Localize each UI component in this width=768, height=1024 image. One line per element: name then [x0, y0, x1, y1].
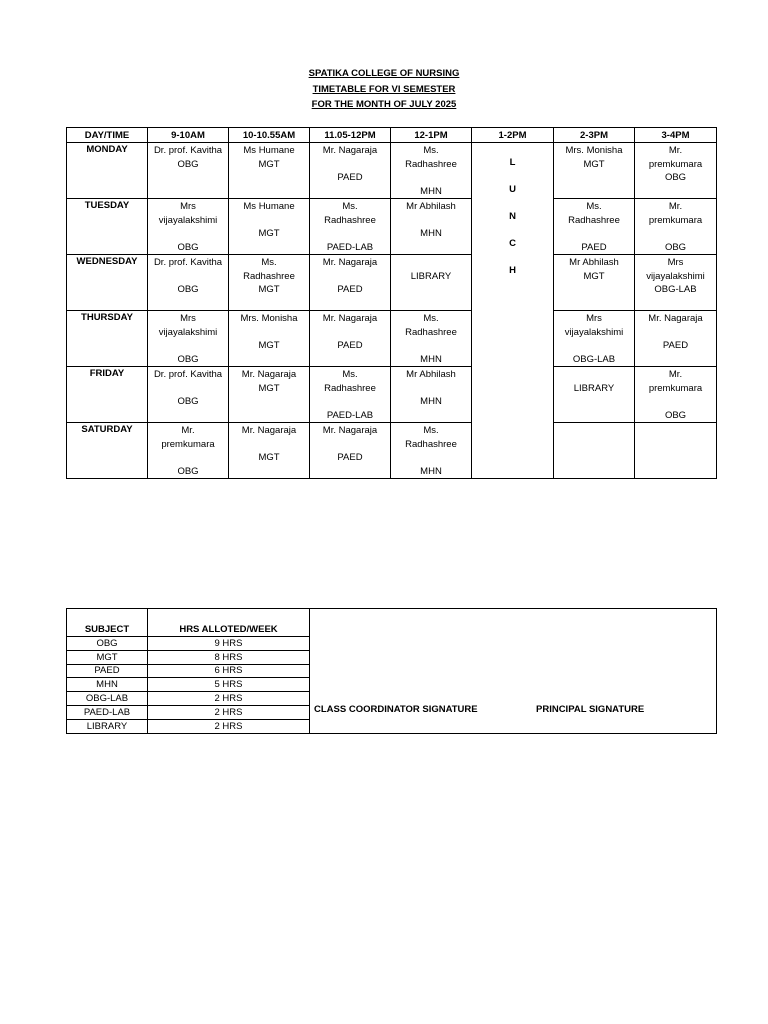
lunch-letter: L — [509, 157, 516, 168]
cell-line: Mr Abhilash — [569, 257, 619, 268]
timetable-cell — [229, 311, 310, 367]
cell-line: MHN — [420, 185, 442, 197]
cell-line: PAED — [337, 452, 363, 463]
cell-line: Radhashree — [324, 382, 376, 394]
cell-line: Ms Humane — [243, 145, 295, 156]
cell-line: Mr. Nagaraja — [322, 313, 378, 324]
cell-line: PAED — [337, 284, 363, 295]
timetable-cell — [310, 311, 391, 367]
timetable-row — [67, 199, 717, 255]
timetable-cell — [635, 143, 717, 199]
cell-line: Ms. — [423, 425, 439, 436]
timetable — [66, 127, 717, 479]
timetable-cell — [635, 199, 717, 255]
cell-line: MGT — [258, 228, 280, 239]
lunch-letter: C — [509, 238, 516, 249]
cell-line: OBG — [177, 396, 199, 407]
cell-line: Mrs. Monisha — [565, 145, 623, 156]
cell-line: Mrs — [180, 201, 196, 212]
cell-line: Mr. Nagaraja — [241, 425, 297, 436]
cell-line: OBG — [177, 465, 199, 477]
cell-line: Radhashree — [568, 214, 620, 226]
timetable-cell — [391, 367, 472, 423]
cell-line: premkumara — [648, 158, 703, 170]
cell-line: Ms Humane — [243, 201, 295, 212]
cell-line: MGT — [583, 158, 605, 170]
cell-line: Mrs — [667, 257, 684, 268]
cell-line: MGT — [258, 158, 280, 170]
cell-line: Mr. Nagaraja — [648, 313, 703, 324]
cell-line: MHN — [420, 228, 442, 239]
timetable-cell — [635, 255, 717, 311]
hours-table — [66, 608, 717, 734]
subject-cell: PAED — [67, 664, 148, 678]
cell-line: Radhashree — [243, 270, 295, 282]
timetable-cell — [229, 255, 310, 311]
cell-line: OBG — [177, 241, 199, 253]
cell-line: Mr. Nagaraja — [241, 369, 297, 380]
cell-line: Mrs. Monisha — [240, 313, 298, 324]
cell-line: premkumara — [648, 214, 703, 226]
timetable-cell — [554, 143, 635, 199]
timetable-cell — [148, 199, 229, 255]
cell-line: Ms. — [423, 313, 439, 324]
column-header: 11.05-12PM — [310, 128, 391, 143]
hours-cell: 8 HRS — [148, 650, 310, 664]
day-label: MONDAY — [67, 143, 148, 199]
timetable-cell — [229, 143, 310, 199]
timetable-cell — [229, 423, 310, 479]
college-name: SPATIKA COLLEGE OF NURSING — [308, 68, 460, 79]
cell-line: Ms. — [423, 145, 439, 156]
timetable-row — [67, 311, 717, 367]
timetable-cell — [148, 255, 229, 311]
cell-line: PAED-LAB — [326, 241, 374, 253]
cell-line: Mr. Nagaraja — [322, 257, 378, 268]
cell-line: Radhashree — [405, 326, 457, 338]
blank-cell — [148, 609, 310, 624]
subject-cell: OBG-LAB — [67, 692, 148, 706]
cell-line: OBG — [664, 409, 687, 421]
cell-line: vijayalakshimi — [158, 326, 218, 338]
cell-line: Mr. — [668, 369, 683, 380]
timetable-cell — [635, 367, 717, 423]
timetable-cell — [391, 255, 472, 311]
principal-signature: PRINCIPAL SIGNATURE — [536, 704, 645, 715]
cell-line: Radhashree — [324, 214, 376, 226]
cell-line: OBG — [664, 241, 687, 253]
timetable-cell — [391, 423, 472, 479]
cell-line: Mr. — [668, 145, 683, 156]
cell-line: Dr. prof. Kavitha — [153, 145, 223, 156]
cell-line: Mr. — [181, 425, 195, 436]
timetable-row — [67, 255, 717, 311]
timetable-cell — [148, 311, 229, 367]
timetable-cell — [554, 311, 635, 367]
timetable-cell — [229, 367, 310, 423]
cell-line: OBG-LAB — [654, 284, 697, 295]
day-label: WEDNESDAY — [67, 255, 148, 311]
cell-line: OBG — [177, 158, 199, 170]
cell-line: MGT — [583, 270, 605, 282]
timetable-cell — [554, 199, 635, 255]
cell-line: PAED — [337, 340, 363, 351]
cell-line: vijayalakshimi — [646, 270, 705, 282]
timetable-row — [67, 423, 717, 479]
cell-line: Mr. — [668, 201, 683, 212]
timetable-cell — [310, 143, 391, 199]
subject-cell: MGT — [67, 650, 148, 664]
cell-line: MGT — [258, 340, 280, 351]
hours-cell: 6 HRS — [148, 664, 310, 678]
month-title: FOR THE MONTH OF JULY 2025 — [311, 99, 457, 110]
timetable-cell — [148, 143, 229, 199]
cell-line: OBG — [664, 172, 687, 183]
hours-cell: 5 HRS — [148, 678, 310, 692]
cell-line: MGT — [258, 284, 280, 295]
lunch-break — [472, 143, 554, 479]
hours-cell: 2 HRS — [148, 692, 310, 706]
day-label: SATURDAY — [67, 423, 148, 479]
cell-line: PAED — [662, 340, 689, 351]
subject-cell: OBG — [67, 636, 148, 650]
timetable-cell — [148, 367, 229, 423]
cell-line: Radhashree — [405, 158, 457, 170]
cell-line: Mrs — [586, 313, 602, 324]
document-title — [0, 66, 768, 113]
timetable-cell — [391, 311, 472, 367]
cell-line: Dr. prof. Kavitha — [153, 369, 223, 380]
column-header: 1-2PM — [472, 128, 554, 143]
cell-line: MHN — [420, 353, 442, 365]
timetable-cell — [554, 255, 635, 311]
cell-line: Ms. — [261, 257, 277, 268]
cell-line: Mr Abhilash — [406, 369, 456, 380]
timetable-cell — [229, 199, 310, 255]
cell-line: premkumara — [161, 438, 215, 450]
subject-header: SUBJECT — [67, 623, 148, 636]
lunch-letter: N — [509, 211, 516, 222]
column-header: 10-10.55AM — [229, 128, 310, 143]
lunch-letter: H — [509, 265, 516, 276]
timetable-cell — [635, 423, 717, 479]
cell-line: OBG — [177, 284, 199, 295]
hours-cell: 2 HRS — [148, 720, 310, 734]
subject-cell: MHN — [67, 678, 148, 692]
timetable-cell — [391, 199, 472, 255]
column-header: 2-3PM — [554, 128, 635, 143]
day-label: TUESDAY — [67, 199, 148, 255]
cell-line: MGT — [258, 382, 280, 394]
cell-line: MGT — [258, 452, 280, 463]
cell-line: Ms. — [586, 201, 602, 212]
cell-line: PAED — [337, 172, 363, 183]
cell-line: MHN — [420, 396, 442, 407]
day-label: THURSDAY — [67, 311, 148, 367]
cell-line: Mrs — [180, 313, 196, 324]
timetable-row — [67, 143, 717, 199]
timetable-cell — [310, 367, 391, 423]
column-header: 12-1PM — [391, 128, 472, 143]
lunch-letter: U — [509, 184, 516, 195]
cell-line: PAED-LAB — [326, 409, 374, 421]
day-label: FRIDAY — [67, 367, 148, 423]
timetable-cell — [391, 143, 472, 199]
timetable-cell — [554, 423, 635, 479]
cell-line: premkumara — [648, 382, 703, 394]
timetable-cell — [635, 311, 717, 367]
column-header: 3-4PM — [635, 128, 717, 143]
cell-line: Dr. prof. Kavitha — [153, 257, 223, 268]
cell-line: Mr Abhilash — [406, 201, 456, 212]
signature-area — [310, 609, 717, 734]
cell-line: OBG-LAB — [572, 353, 616, 365]
timetable-cell — [148, 423, 229, 479]
class-coordinator-signature: CLASS COORDINATOR SIGNATURE — [314, 704, 478, 715]
column-header: DAY/TIME — [67, 128, 148, 143]
cell-line: OBG — [177, 353, 199, 365]
subject-cell: LIBRARY — [67, 720, 148, 734]
cell-line: MHN — [420, 465, 442, 477]
cell-line: Ms. — [342, 201, 358, 212]
subject-cell: PAED-LAB — [67, 706, 148, 720]
hours-header: HRS ALLOTED/WEEK — [148, 623, 310, 636]
hours-cell: 9 HRS — [148, 636, 310, 650]
column-header: 9-10AM — [148, 128, 229, 143]
cell-line: Radhashree — [405, 438, 457, 450]
timetable-cell — [310, 199, 391, 255]
timetable-cell — [310, 255, 391, 311]
cell-line: LIBRARY — [410, 270, 452, 282]
hours-cell: 2 HRS — [148, 706, 310, 720]
timetable-cell — [310, 423, 391, 479]
cell-line: LIBRARY — [573, 382, 615, 394]
blank-cell — [67, 609, 148, 624]
timetable-row — [67, 367, 717, 423]
cell-line: vijayalakshimi — [564, 326, 624, 338]
timetable-header-row — [67, 128, 717, 143]
timetable-cell — [554, 367, 635, 423]
cell-line: Mr. Nagaraja — [322, 425, 378, 436]
cell-line: vijayalakshimi — [158, 214, 218, 226]
cell-line: Ms. — [342, 369, 358, 380]
cell-line: Mr. Nagaraja — [322, 145, 378, 156]
timetable-title: TIMETABLE FOR VI SEMESTER — [312, 83, 456, 95]
cell-line: PAED — [581, 241, 607, 253]
